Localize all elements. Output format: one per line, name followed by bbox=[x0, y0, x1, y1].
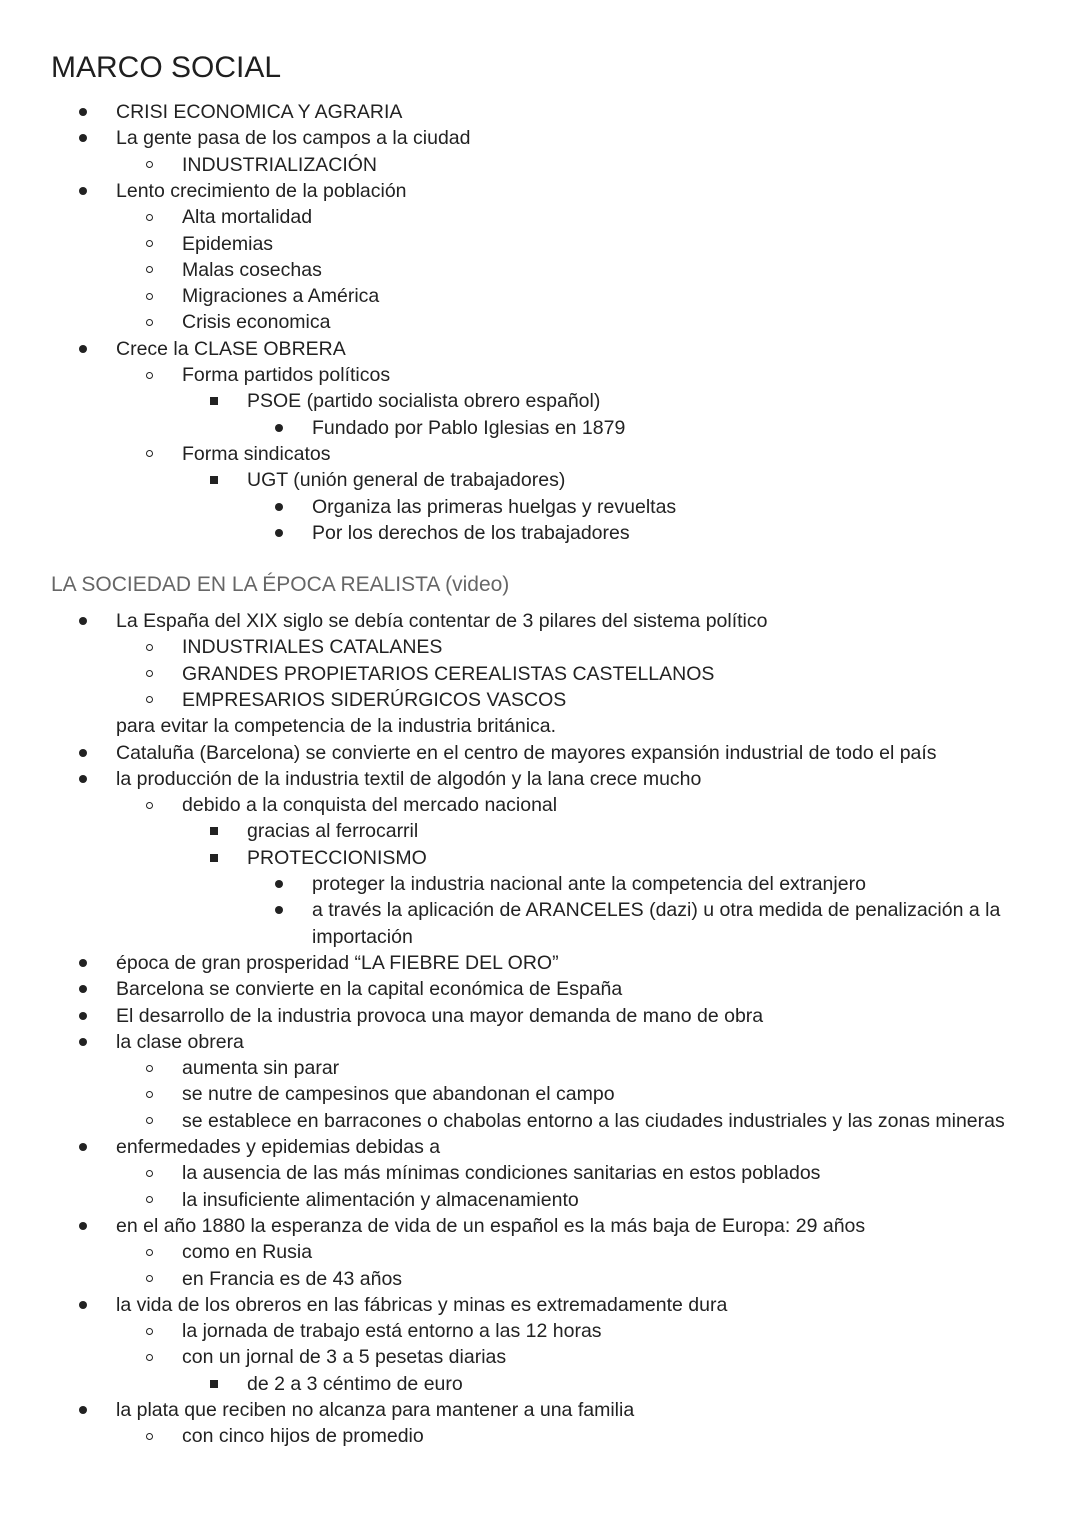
bullet-dot-icon bbox=[272, 494, 286, 520]
list-item-text: CRISI ECONOMICA Y AGRARIA bbox=[116, 101, 403, 123]
list-item-text: proteger la industria nacional ante la competencia del extranjero bbox=[312, 873, 866, 895]
bullet-circle-icon bbox=[142, 283, 156, 309]
bullet-square-icon bbox=[207, 845, 221, 871]
section-heading-suffix: (video) bbox=[445, 573, 510, 596]
bullet-dot-icon bbox=[76, 950, 90, 976]
bullet-dot-icon bbox=[76, 125, 90, 151]
list-item-text: UGT (unión general de trabajadores) bbox=[247, 469, 566, 492]
section-heading bbox=[51, 570, 509, 600]
bullet-circle-icon bbox=[142, 1160, 156, 1186]
list-item-text: Barcelona se convierte en la capital económica de España bbox=[116, 978, 623, 1001]
bullet-dot-icon bbox=[76, 976, 90, 1002]
list-item-text: Por los derechos de los trabajadores bbox=[312, 521, 630, 544]
bullet-circle-icon bbox=[142, 1055, 156, 1081]
bullet-circle-icon bbox=[142, 792, 156, 818]
list-item-text: PROTECCIONISMO bbox=[247, 846, 427, 869]
bullet-dot-icon bbox=[76, 1003, 90, 1029]
page-title: MARCO SOCIAL bbox=[51, 51, 282, 84]
bullet-circle-icon bbox=[142, 309, 156, 335]
bullet-circle-icon bbox=[142, 1266, 156, 1292]
bullet-dot-icon bbox=[272, 897, 286, 923]
list-item-text: Crisis economica bbox=[182, 311, 331, 334]
list-item-text: Forma sindicatos bbox=[182, 442, 331, 465]
bullet-dot-icon bbox=[76, 608, 90, 634]
list-item-text: Malas cosechas bbox=[182, 258, 322, 281]
bullet-square-icon bbox=[207, 388, 221, 414]
bullet-circle-icon bbox=[142, 441, 156, 467]
list-item-text: La gente pasa de los campos a la ciudad bbox=[116, 127, 471, 150]
bullet-dot-icon bbox=[76, 766, 90, 792]
bullet-dot-icon bbox=[76, 1397, 90, 1423]
list-item-text: Migraciones a América bbox=[182, 285, 380, 308]
list-item-text: Cataluña (Barcelona) se convierte en el centro de mayores expansión industrial de todo el país bbox=[116, 741, 937, 764]
list-item-text: Crece la CLASE OBRERA bbox=[116, 337, 346, 360]
list-item-text: se establece en barracones o chabolas entorno a las ciudades industriales y las zonas mineras bbox=[182, 1109, 1005, 1132]
bullet-dot-icon bbox=[76, 1029, 90, 1055]
list-item-text: INDUSTRIALIZACIÓN bbox=[182, 153, 378, 176]
list-item-text: El desarrollo de la industria provoca una mayor demanda de mano de obra bbox=[116, 1004, 764, 1027]
section-heading-text: LA SOCIEDAD EN LA ÉPOCA REALISTA bbox=[51, 573, 440, 596]
bullet-square-icon bbox=[207, 1371, 221, 1397]
list-item-text: Fundado por Pablo Iglesias en 1879 bbox=[312, 416, 626, 439]
list-item-text: la insuficiente alimentación y almacenamiento bbox=[182, 1188, 579, 1211]
bullet-dot-icon bbox=[76, 1292, 90, 1318]
list-item-text: gracias al ferrocarril bbox=[247, 820, 419, 843]
bullet-dot-icon bbox=[76, 336, 90, 362]
bullet-circle-icon bbox=[142, 1081, 156, 1107]
list-item-text: PSOE (partido socialista obrero español) bbox=[247, 390, 601, 413]
bullet-circle-icon bbox=[142, 687, 156, 713]
list-item-text: importación bbox=[312, 925, 413, 948]
list-item-text: la ausencia de las más mínimas condiciones sanitarias en estos poblados bbox=[182, 1162, 821, 1185]
list-item-text: Forma partidos políticos bbox=[182, 364, 391, 386]
bullet-circle-icon bbox=[142, 1318, 156, 1344]
list-item-text: a través la aplicación de ARANCELES (dazi) u otra medida de penalización a la bbox=[312, 899, 1001, 922]
bullet-dot-icon bbox=[272, 871, 286, 897]
list-item-text: la producción de la industria textil de algodón y la lana crece mucho bbox=[116, 767, 702, 790]
bullet-dot-icon bbox=[272, 520, 286, 546]
bullet-circle-icon bbox=[142, 1344, 156, 1370]
list-item-text: EMPRESARIOS SIDERÚRGICOS VASCOS bbox=[182, 688, 567, 711]
list-item-text: aumenta sin parar bbox=[182, 1057, 340, 1080]
bullet-dot-icon bbox=[76, 1213, 90, 1239]
list-item-text: se nutre de campesinos que abandonan el campo bbox=[182, 1083, 615, 1106]
list-item-text: Epidemias bbox=[182, 232, 274, 255]
bullet-circle-icon bbox=[142, 1423, 156, 1449]
list-item-text: en Francia es de 43 años bbox=[182, 1267, 403, 1290]
list-item-text: la clase obrera bbox=[116, 1030, 244, 1053]
list-item-text: época de gran prosperidad “LA FIEBRE DEL ORO” bbox=[116, 951, 559, 974]
list-item-text: Alta mortalidad bbox=[182, 206, 313, 229]
bullet-circle-icon bbox=[142, 1239, 156, 1265]
list-item-text: La España del XIX siglo se debía contentar de 3 pilares del sistema político bbox=[116, 610, 768, 632]
bullet-circle-icon bbox=[142, 204, 156, 230]
list-item-text: la jornada de trabajo está entorno a las 12 horas bbox=[182, 1320, 602, 1343]
list-item-text: con cinco hijos de promedio bbox=[182, 1425, 424, 1448]
bullet-circle-icon bbox=[142, 152, 156, 178]
bullet-dot-icon bbox=[76, 1134, 90, 1160]
list-item-text: GRANDES PROPIETARIOS CEREALISTAS CASTELLANOS bbox=[182, 662, 715, 685]
bullet-square-icon bbox=[207, 818, 221, 844]
list-item-text: enfermedades y epidemias debidas a bbox=[116, 1136, 441, 1158]
list-item-text: de 2 a 3 céntimo de euro bbox=[247, 1372, 463, 1395]
bullet-square-icon bbox=[207, 467, 221, 493]
list-item-text: Organiza las primeras huelgas y revueltas bbox=[312, 495, 677, 518]
list-item-text: para evitar la competencia de la industria británica. bbox=[116, 715, 557, 738]
list-item-text: como en Rusia bbox=[182, 1241, 313, 1264]
list-item-text: con un jornal de 3 a 5 pesetas diarias bbox=[182, 1346, 507, 1369]
bullet-circle-icon bbox=[142, 1187, 156, 1213]
bullet-circle-icon bbox=[142, 661, 156, 687]
bullet-circle-icon bbox=[142, 231, 156, 257]
list-item-text: debido a la conquista del mercado nacional bbox=[182, 794, 558, 817]
bullet-circle-icon bbox=[142, 257, 156, 283]
list-item-text: la plata que reciben no alcanza para mantener a una familia bbox=[116, 1399, 635, 1421]
bullet-circle-icon bbox=[142, 1108, 156, 1134]
bullet-dot-icon bbox=[76, 178, 90, 204]
bullet-circle-icon bbox=[142, 362, 156, 388]
list-item-text: la vida de los obreros en las fábricas y minas es extremadamente dura bbox=[116, 1293, 728, 1316]
bullet-dot-icon bbox=[272, 415, 286, 441]
bullet-dot-icon bbox=[76, 740, 90, 766]
list-item-text: Lento crecimiento de la población bbox=[116, 179, 407, 202]
bullet-circle-icon bbox=[142, 634, 156, 660]
bullet-dot-icon bbox=[76, 99, 90, 125]
list-item-text: INDUSTRIALES CATALANES bbox=[182, 636, 443, 659]
list-item-text: en el año 1880 la esperanza de vida de un español es la más baja de Europa: 29 años bbox=[116, 1214, 866, 1237]
